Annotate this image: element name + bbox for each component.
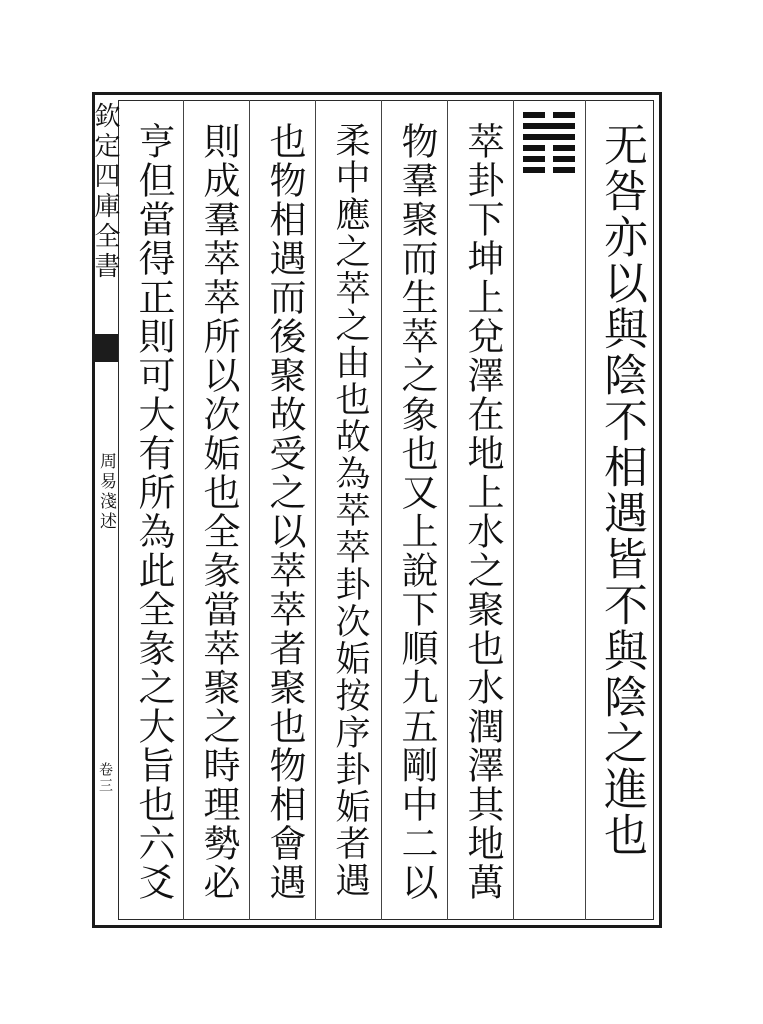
text-column-2: 萃卦下坤上兌澤在地上水之聚也水潤澤其地萬: [461, 122, 504, 902]
column-rule: [513, 100, 514, 920]
hexagram-line-yang: [523, 123, 575, 129]
hexagram-line-yin: [523, 156, 575, 162]
column-rule: [249, 100, 250, 920]
column-rule: [585, 100, 586, 920]
text-column-7: 亨但當得正則可大有所為此全彖之大旨也六爻: [132, 122, 175, 902]
hexagram-line-yin: [523, 167, 575, 173]
margin-strip: [92, 92, 118, 928]
text-column-5: 也物相遇而後聚故受之以萃萃者聚也物相會遇: [263, 122, 306, 902]
fish-tail-mark: [92, 334, 118, 362]
column-rule: [381, 100, 382, 920]
column-rule: [447, 100, 448, 920]
hexagram-line-yin: [523, 145, 575, 151]
text-column-4: 柔中應之萃之由也故為萃萃卦次姤按序卦姤者遇: [330, 122, 370, 899]
cui-hexagram-icon: [523, 112, 575, 178]
text-column-1: 无咎亦以與陰不相遇皆不與陰之進也: [596, 122, 647, 858]
book-title: 周易淺述: [96, 452, 116, 532]
column-rule: [315, 100, 316, 920]
volume-label: 卷三: [97, 762, 113, 794]
collection-title: 欽定四庫全書: [90, 102, 120, 282]
text-column-3: 物羣聚而生萃之象也又上說下順九五剛中二以: [395, 122, 438, 902]
hexagram-line-yang: [523, 134, 575, 140]
text-column-6: 則成羣萃萃所以次姤也全彖當萃聚之時理勢必: [197, 122, 240, 902]
hexagram-line-yin: [523, 112, 575, 118]
